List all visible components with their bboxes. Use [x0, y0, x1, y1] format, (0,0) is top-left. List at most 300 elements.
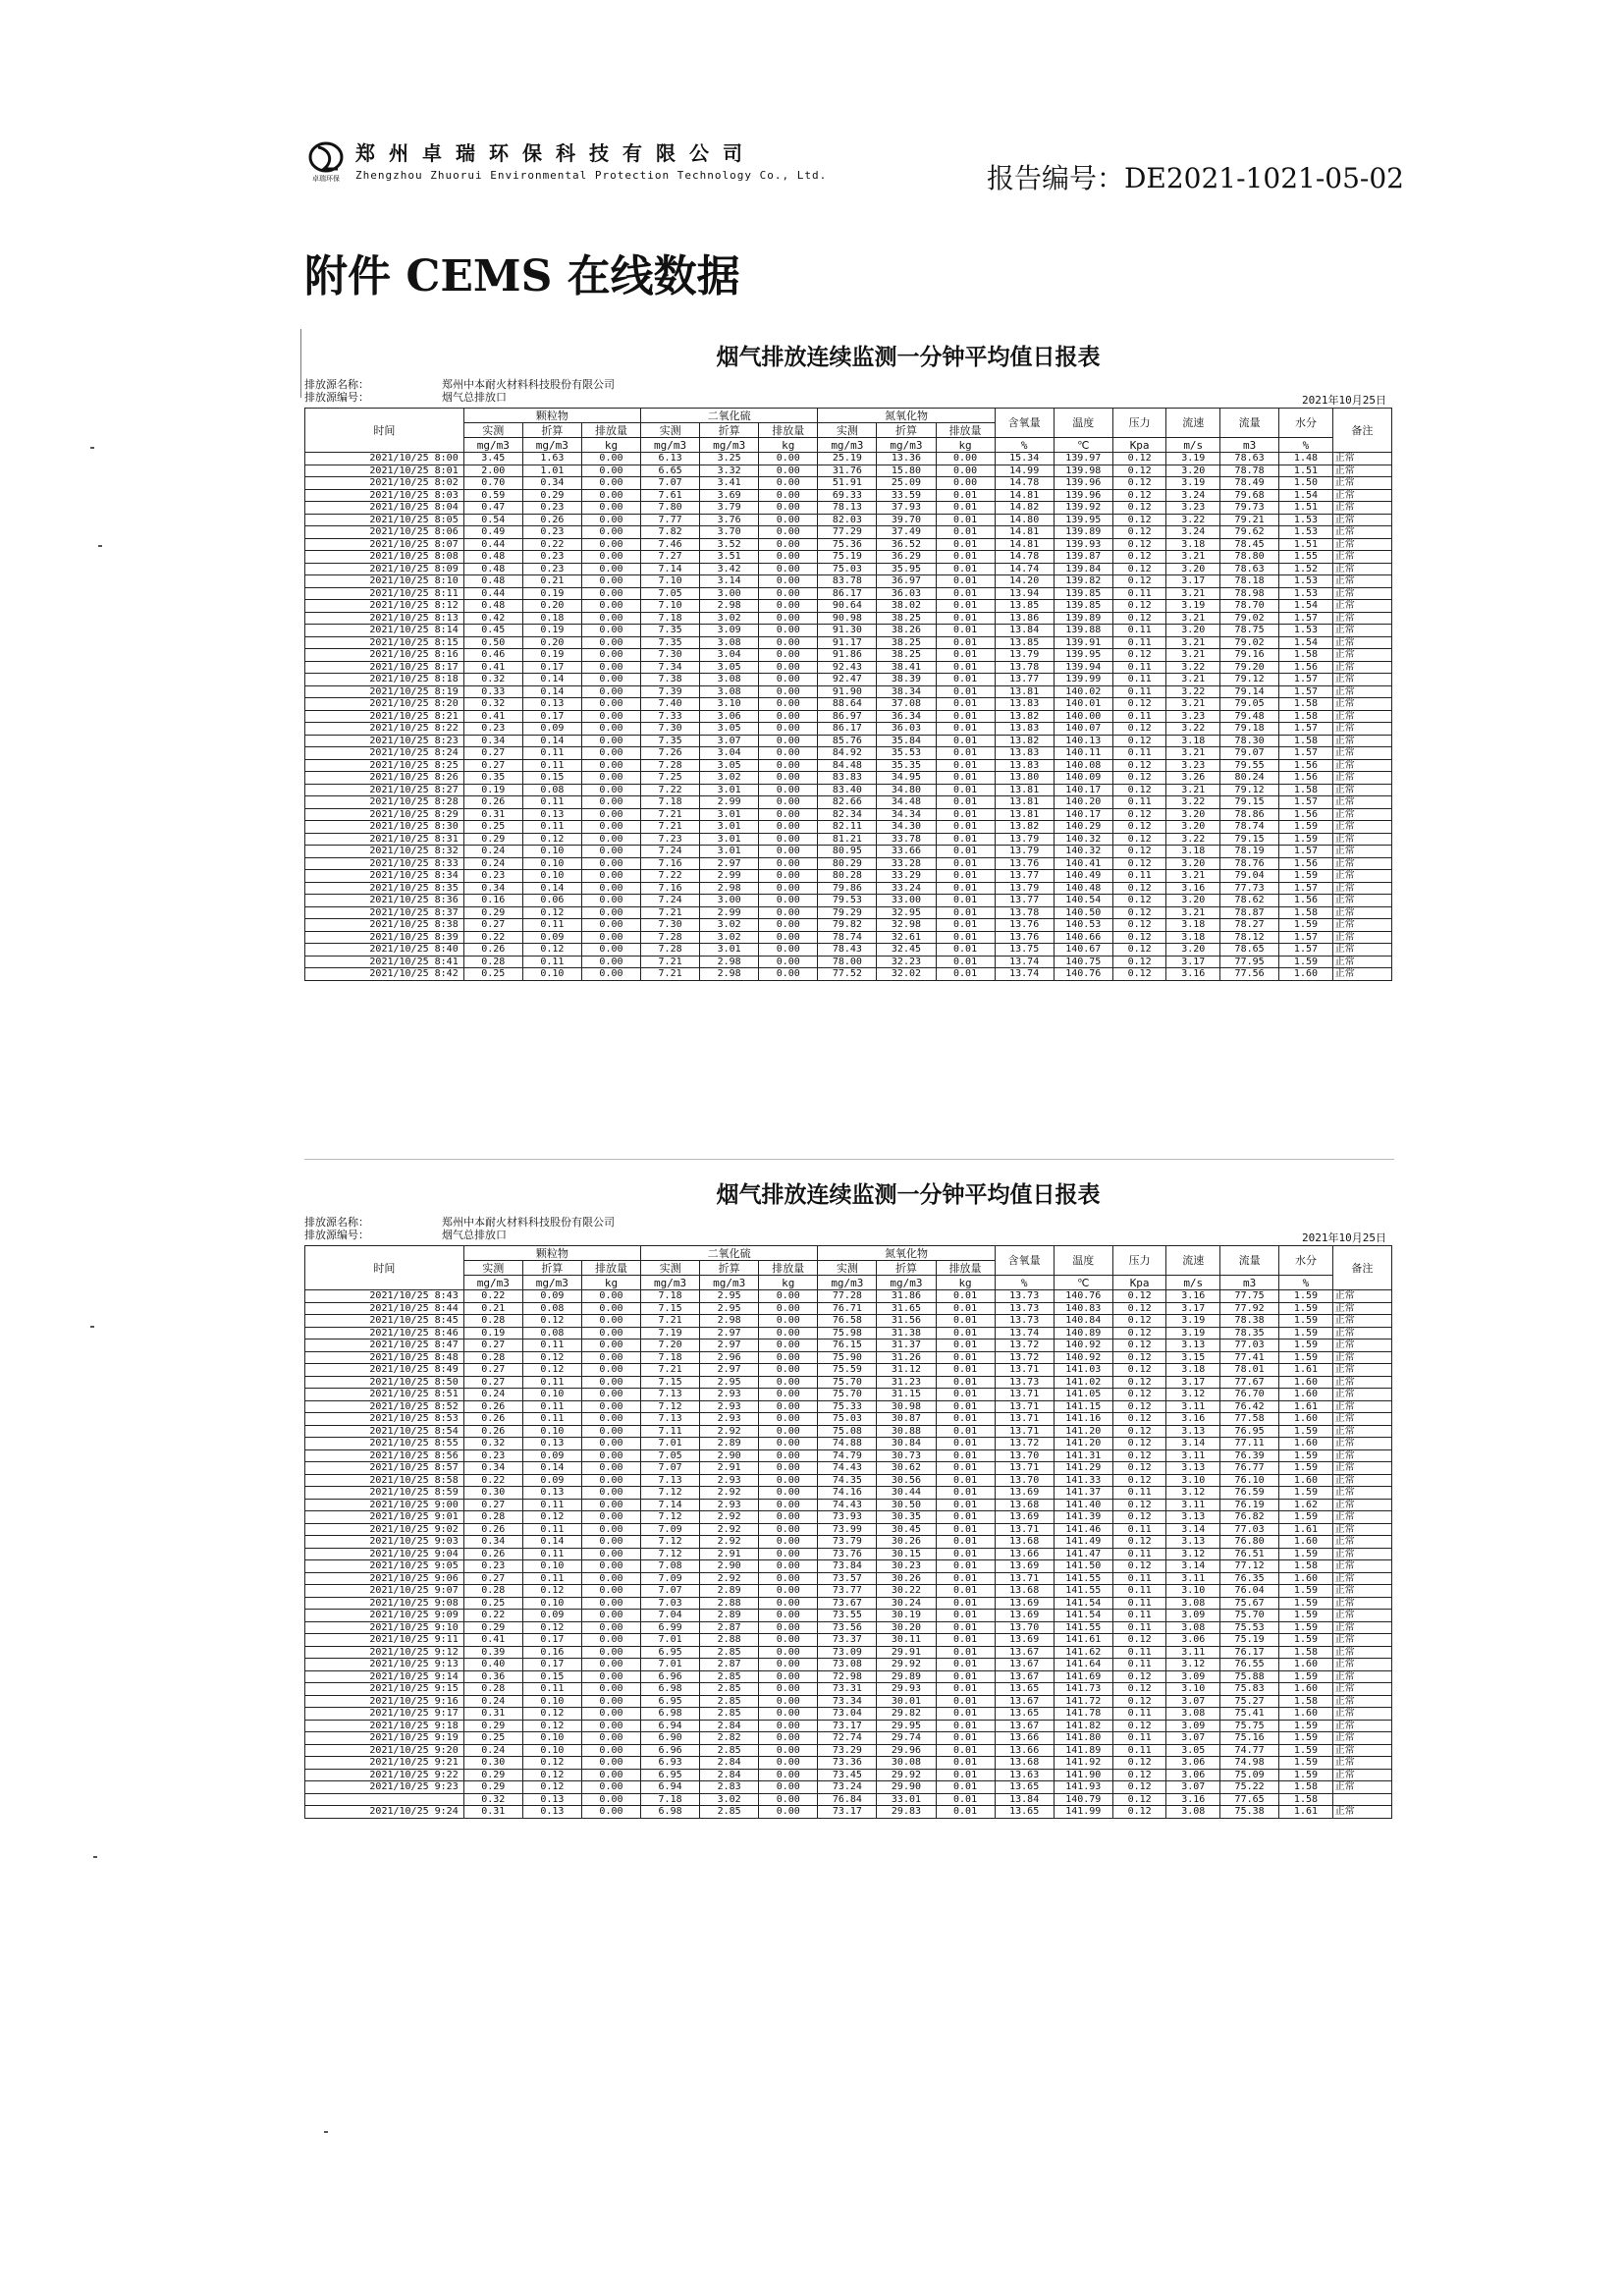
time-cell: 2021/10/25 9:00	[305, 1499, 464, 1511]
value-cell: 3.22	[1166, 514, 1220, 526]
value-cell: 1.58	[1279, 1646, 1333, 1659]
value-cell: 7.05	[641, 1449, 700, 1462]
value-cell: 1.51	[1279, 538, 1333, 551]
value-cell: 13.82	[995, 710, 1054, 723]
value-cell: 30.84	[877, 1438, 936, 1450]
value-cell: 140.20	[1054, 796, 1112, 809]
value-cell: 36.03	[877, 587, 936, 600]
table-row	[305, 587, 1392, 600]
value-cell: 0.10	[522, 1425, 581, 1438]
value-cell: 0.01	[936, 551, 995, 564]
value-cell: 1.61	[1279, 1806, 1333, 1819]
value-cell: 0.00	[581, 747, 640, 760]
value-cell: 3.18	[1166, 1364, 1220, 1377]
value-cell: 90.64	[818, 600, 877, 613]
value-cell: 7.15	[641, 1302, 700, 1315]
value-cell: 0.01	[936, 1290, 995, 1303]
value-cell: 1.59	[1279, 1511, 1333, 1524]
value-cell: 78.76	[1220, 857, 1279, 870]
unit-cell: kg	[936, 1276, 995, 1290]
value-cell: 0.34	[463, 1462, 522, 1475]
value-cell: 1.56	[1279, 895, 1333, 907]
value-cell: 7.38	[641, 674, 700, 686]
time-cell: 2021/10/25 8:12	[305, 600, 464, 613]
time-cell: 2021/10/25 8:21	[305, 710, 464, 723]
remark-cell: 正常	[1332, 1708, 1391, 1721]
value-cell: 3.01	[700, 833, 759, 846]
value-cell: 13.85	[995, 636, 1054, 649]
value-cell: 0.00	[581, 587, 640, 600]
time-cell: 2021/10/25 8:49	[305, 1364, 464, 1377]
remark-cell: 正常	[1332, 698, 1391, 711]
value-cell: 141.40	[1054, 1499, 1112, 1511]
value-cell: 79.82	[818, 919, 877, 932]
value-cell: 140.09	[1054, 772, 1112, 785]
value-cell: 79.15	[1220, 796, 1279, 809]
col-measured: 实测	[463, 423, 522, 438]
value-cell: 0.00	[759, 1793, 818, 1806]
time-cell: 2021/10/25 8:09	[305, 563, 464, 575]
value-cell: 1.53	[1279, 526, 1333, 539]
table-row	[305, 1659, 1392, 1671]
value-cell: 13.65	[995, 1781, 1054, 1794]
value-cell: 3.21	[1166, 636, 1220, 649]
value-cell: 139.95	[1054, 649, 1112, 662]
value-cell: 88.64	[818, 698, 877, 711]
value-cell: 0.00	[581, 784, 640, 796]
time-cell: 2021/10/25 8:52	[305, 1400, 464, 1413]
value-cell: 0.28	[463, 956, 522, 968]
value-cell: 1.57	[1279, 846, 1333, 858]
remark-cell: 正常	[1332, 1597, 1391, 1610]
value-cell: 2.89	[700, 1438, 759, 1450]
value-cell: 3.04	[700, 747, 759, 760]
value-cell: 0.01	[936, 1339, 995, 1352]
value-cell: 0.11	[1112, 1487, 1166, 1500]
value-cell: 76.04	[1220, 1585, 1279, 1598]
value-cell: 74.43	[818, 1462, 877, 1475]
time-cell: 2021/10/25 8:24	[305, 747, 464, 760]
value-cell: 0.11	[522, 1400, 581, 1413]
value-cell: 7.13	[641, 1389, 700, 1401]
value-cell: 1.57	[1279, 674, 1333, 686]
value-cell: 0.13	[522, 698, 581, 711]
value-cell: 139.92	[1054, 502, 1112, 515]
value-cell: 0.00	[759, 1720, 818, 1732]
value-cell: 141.55	[1054, 1585, 1112, 1598]
value-cell: 78.70	[1220, 600, 1279, 613]
value-cell: 3.12	[1166, 1659, 1220, 1671]
value-cell: 31.65	[877, 1302, 936, 1315]
time-cell: 2021/10/25 8:46	[305, 1327, 464, 1339]
value-cell: 0.27	[463, 1364, 522, 1377]
value-cell: 0.23	[463, 1449, 522, 1462]
unit-cell: m3	[1220, 1276, 1279, 1290]
value-cell: 0.23	[463, 870, 522, 883]
value-cell: 0.00	[759, 1597, 818, 1610]
value-cell: 78.00	[818, 956, 877, 968]
value-cell: 13.71	[995, 1400, 1054, 1413]
unit-cell: mg/m3	[641, 1276, 700, 1290]
value-cell: 0.11	[1112, 587, 1166, 600]
unit-cell: Kpa	[1112, 1276, 1166, 1290]
col-measured: 实测	[641, 423, 700, 438]
value-cell: 3.14	[700, 575, 759, 588]
value-cell: 0.01	[936, 1487, 995, 1500]
value-cell: 0.19	[522, 587, 581, 600]
remark-cell: 正常	[1332, 1548, 1391, 1560]
value-cell: 13.68	[995, 1536, 1054, 1549]
time-cell: 2021/10/25 9:19	[305, 1732, 464, 1745]
value-cell: 3.21	[1166, 649, 1220, 662]
value-cell: 79.02	[1220, 612, 1279, 625]
value-cell: 0.00	[581, 1610, 640, 1622]
table-row	[305, 1744, 1392, 1757]
value-cell: 141.80	[1054, 1732, 1112, 1745]
value-cell: 0.11	[1112, 1646, 1166, 1659]
value-cell: 0.29	[463, 1720, 522, 1732]
value-cell: 1.60	[1279, 1536, 1333, 1549]
value-cell: 0.01	[936, 1793, 995, 1806]
value-cell: 140.32	[1054, 833, 1112, 846]
value-cell: 2.00	[463, 465, 522, 477]
value-cell: 0.11	[522, 1572, 581, 1585]
table-row	[305, 1757, 1392, 1770]
value-cell: 3.21	[1166, 612, 1220, 625]
value-cell: 0.12	[1112, 698, 1166, 711]
remark-cell: 正常	[1332, 1351, 1391, 1364]
value-cell: 0.11	[522, 1548, 581, 1560]
value-cell: 0.00	[759, 968, 818, 981]
value-cell: 3.21	[1166, 784, 1220, 796]
value-cell: 30.11	[877, 1634, 936, 1647]
remark-cell: 正常	[1332, 710, 1391, 723]
value-cell: 3.04	[700, 649, 759, 662]
value-cell: 141.78	[1054, 1708, 1112, 1721]
value-cell: 2.98	[700, 600, 759, 613]
value-cell: 3.21	[1166, 587, 1220, 600]
value-cell: 1.51	[1279, 465, 1333, 477]
value-cell: 0.12	[1112, 1806, 1166, 1819]
value-cell: 0.01	[936, 870, 995, 883]
value-cell: 0.32	[463, 1438, 522, 1450]
value-cell: 33.66	[877, 846, 936, 858]
table-row	[305, 759, 1392, 772]
table-row	[305, 882, 1392, 895]
value-cell: 140.54	[1054, 895, 1112, 907]
value-cell: 0.00	[759, 759, 818, 772]
table-row	[305, 846, 1392, 858]
table-row	[305, 612, 1392, 625]
value-cell: 0.00	[759, 1757, 818, 1770]
unit-cell: mg/m3	[877, 1276, 936, 1290]
value-cell: 0.14	[522, 674, 581, 686]
value-cell: 3.07	[1166, 1732, 1220, 1745]
value-cell: 0.12	[1112, 514, 1166, 526]
value-cell: 0.00	[581, 526, 640, 539]
value-cell: 0.09	[522, 931, 581, 944]
value-cell: 31.26	[877, 1351, 936, 1364]
value-cell: 0.11	[1112, 710, 1166, 723]
value-cell: 13.79	[995, 882, 1054, 895]
value-cell: 29.92	[877, 1659, 936, 1671]
value-cell: 0.01	[936, 1757, 995, 1770]
time-cell: 2021/10/25 9:11	[305, 1634, 464, 1647]
value-cell: 0.12	[522, 1769, 581, 1781]
value-cell: 139.88	[1054, 625, 1112, 637]
value-cell: 0.12	[1112, 931, 1166, 944]
value-cell: 2.98	[700, 956, 759, 968]
value-cell: 7.01	[641, 1438, 700, 1450]
value-cell: 0.12	[522, 833, 581, 846]
time-cell: 2021/10/25 9:17	[305, 1708, 464, 1721]
value-cell: 3.00	[700, 587, 759, 600]
table-row	[305, 944, 1392, 957]
value-cell: 30.87	[877, 1413, 936, 1426]
value-cell: 13.72	[995, 1438, 1054, 1450]
table-row	[305, 1376, 1392, 1389]
value-cell: 1.59	[1279, 919, 1333, 932]
col-converted: 折算	[700, 1261, 759, 1276]
value-cell: 3.15	[1166, 1351, 1220, 1364]
value-cell: 7.15	[641, 1376, 700, 1389]
value-cell: 29.74	[877, 1732, 936, 1745]
value-cell: 0.12	[522, 1708, 581, 1721]
value-cell: 0.00	[581, 1670, 640, 1683]
value-cell: 7.22	[641, 870, 700, 883]
value-cell: 0.01	[936, 1781, 995, 1794]
remark-cell: 正常	[1332, 857, 1391, 870]
value-cell: 7.18	[641, 1351, 700, 1364]
value-cell: 0.11	[522, 796, 581, 809]
value-cell: 141.55	[1054, 1621, 1112, 1634]
value-cell: 0.12	[1112, 477, 1166, 490]
value-cell: 0.12	[1112, 1389, 1166, 1401]
report-date: 2021年10月25日	[1302, 394, 1386, 407]
table-row	[305, 919, 1392, 932]
value-cell: 3.13	[1166, 1536, 1220, 1549]
value-cell: 3.51	[700, 551, 759, 564]
value-cell: 0.01	[936, 808, 995, 821]
time-cell: 2021/10/25 9:03	[305, 1536, 464, 1549]
value-cell: 0.12	[1112, 906, 1166, 919]
value-cell: 0.23	[463, 1560, 522, 1573]
value-cell: 0.00	[759, 772, 818, 785]
value-cell: 7.13	[641, 1474, 700, 1487]
value-cell: 0.00	[581, 1487, 640, 1500]
value-cell: 0.14	[522, 685, 581, 698]
value-cell: 0.26	[463, 1548, 522, 1560]
value-cell: 0.01	[936, 1634, 995, 1647]
value-cell: 140.84	[1054, 1315, 1112, 1328]
value-cell: 82.34	[818, 808, 877, 821]
value-cell: 29.92	[877, 1769, 936, 1781]
value-cell: 0.09	[522, 1610, 581, 1622]
value-cell: 0.00	[581, 931, 640, 944]
value-cell: 0.01	[936, 1413, 995, 1426]
value-cell: 0.00	[759, 563, 818, 575]
value-cell: 0.00	[759, 1400, 818, 1413]
value-cell: 14.80	[995, 514, 1054, 526]
value-cell: 0.00	[581, 895, 640, 907]
table-row	[305, 895, 1392, 907]
table-row	[305, 698, 1392, 711]
value-cell: 0.12	[1112, 723, 1166, 736]
report-section-2	[304, 1176, 1394, 1819]
report-date: 2021年10月25日	[1302, 1231, 1386, 1244]
value-cell: 0.00	[581, 833, 640, 846]
time-cell: 2021/10/25 9:13	[305, 1659, 464, 1671]
value-cell: 0.01	[936, 1670, 995, 1683]
header-row-groups	[305, 409, 1392, 423]
value-cell: 0.00	[581, 551, 640, 564]
value-cell: 75.83	[1220, 1683, 1279, 1696]
value-cell: 0.12	[1112, 1695, 1166, 1708]
col-so2: 二氧化硫	[641, 409, 818, 423]
time-cell: 2021/10/25 8:45	[305, 1315, 464, 1328]
remark-cell: 正常	[1332, 636, 1391, 649]
value-cell: 0.12	[1112, 502, 1166, 515]
time-cell: 2021/10/25 8:06	[305, 526, 464, 539]
value-cell: 13.73	[995, 1290, 1054, 1303]
value-cell: 75.03	[818, 563, 877, 575]
value-cell: 1.60	[1279, 1438, 1333, 1450]
value-cell: 75.36	[818, 538, 877, 551]
value-cell: 3.16	[1166, 882, 1220, 895]
value-cell: 3.42	[700, 563, 759, 575]
value-cell: 0.09	[522, 1290, 581, 1303]
value-cell: 0.12	[1112, 551, 1166, 564]
value-cell: 32.02	[877, 968, 936, 981]
value-cell: 35.84	[877, 735, 936, 747]
value-cell: 139.97	[1054, 453, 1112, 465]
remark-cell: 正常	[1332, 735, 1391, 747]
value-cell: 3.11	[1166, 1400, 1220, 1413]
value-cell: 7.03	[641, 1597, 700, 1610]
value-cell: 75.75	[1220, 1720, 1279, 1732]
value-cell: 7.35	[641, 636, 700, 649]
table-row	[305, 857, 1392, 870]
value-cell: 0.00	[581, 1523, 640, 1536]
value-cell: 0.00	[759, 1499, 818, 1511]
value-cell: 0.00	[759, 796, 818, 809]
value-cell: 0.27	[463, 747, 522, 760]
value-cell: 0.50	[463, 636, 522, 649]
time-cell: 2021/10/25 9:05	[305, 1560, 464, 1573]
value-cell: 76.70	[1220, 1389, 1279, 1401]
remark-cell: 正常	[1332, 1695, 1391, 1708]
remark-cell: 正常	[1332, 1610, 1391, 1622]
value-cell: 13.69	[995, 1511, 1054, 1524]
time-cell: 2021/10/25 9:06	[305, 1572, 464, 1585]
value-cell: 0.12	[1112, 808, 1166, 821]
value-cell: 34.95	[877, 772, 936, 785]
value-cell: 0.00	[581, 502, 640, 515]
value-cell: 0.01	[936, 944, 995, 957]
value-cell: 7.27	[641, 551, 700, 564]
value-cell: 0.12	[522, 1315, 581, 1328]
value-cell: 78.45	[1220, 538, 1279, 551]
value-cell: 2.97	[700, 1339, 759, 1352]
value-cell: 7.21	[641, 1315, 700, 1328]
value-cell: 0.14	[522, 1536, 581, 1549]
value-cell: 0.00	[581, 1413, 640, 1426]
value-cell: 0.20	[522, 636, 581, 649]
value-cell: 139.85	[1054, 600, 1112, 613]
value-cell: 0.00	[581, 1511, 640, 1524]
value-cell: 77.52	[818, 968, 877, 981]
value-cell: 0.00	[759, 1621, 818, 1634]
remark-cell: 正常	[1332, 587, 1391, 600]
unit-cell: kg	[581, 438, 640, 453]
value-cell: 90.98	[818, 612, 877, 625]
value-cell: 140.00	[1054, 710, 1112, 723]
value-cell: 76.71	[818, 1302, 877, 1315]
value-cell: 2.95	[700, 1290, 759, 1303]
value-cell: 139.84	[1054, 563, 1112, 575]
time-cell: 2021/10/25 9:10	[305, 1621, 464, 1634]
value-cell: 0.12	[1112, 1683, 1166, 1696]
value-cell: 7.21	[641, 906, 700, 919]
value-cell: 0.00	[581, 1438, 640, 1450]
value-cell: 3.18	[1166, 846, 1220, 858]
value-cell: 141.47	[1054, 1548, 1112, 1560]
value-cell: 0.00	[581, 1339, 640, 1352]
value-cell: 73.56	[818, 1621, 877, 1634]
source-code-value: 烟气总排放口	[442, 391, 507, 404]
value-cell: 37.93	[877, 502, 936, 515]
table-row	[305, 1585, 1392, 1598]
value-cell: 0.01	[936, 1548, 995, 1560]
value-cell: 0.01	[936, 1683, 995, 1696]
table-row	[305, 551, 1392, 564]
value-cell: 3.20	[1166, 465, 1220, 477]
value-cell: 7.12	[641, 1487, 700, 1500]
value-cell: 2.88	[700, 1597, 759, 1610]
value-cell: 34.48	[877, 796, 936, 809]
value-cell: 79.86	[818, 882, 877, 895]
value-cell: 2.91	[700, 1462, 759, 1475]
table-row	[305, 747, 1392, 760]
value-cell: 0.00	[581, 1364, 640, 1377]
value-cell: 0.00	[759, 1413, 818, 1426]
value-cell: 7.12	[641, 1400, 700, 1413]
value-cell: 0.00	[759, 526, 818, 539]
value-cell: 6.96	[641, 1744, 700, 1757]
value-cell: 0.00	[759, 453, 818, 465]
time-cell: 2021/10/25 8:34	[305, 870, 464, 883]
value-cell: 1.62	[1279, 1499, 1333, 1511]
value-cell: 3.16	[1166, 1290, 1220, 1303]
value-cell: 73.08	[818, 1659, 877, 1671]
value-cell: 13.78	[995, 906, 1054, 919]
value-cell: 0.00	[759, 575, 818, 588]
value-cell: 36.29	[877, 551, 936, 564]
time-cell: 2021/10/25 9:16	[305, 1695, 464, 1708]
value-cell: 2.97	[700, 857, 759, 870]
value-cell: 1.59	[1279, 821, 1333, 834]
remark-cell: 正常	[1332, 674, 1391, 686]
value-cell: 1.56	[1279, 759, 1333, 772]
value-cell: 77.29	[818, 526, 877, 539]
value-cell: 3.20	[1166, 625, 1220, 637]
value-cell: 30.20	[877, 1621, 936, 1634]
value-cell: 3.12	[1166, 1389, 1220, 1401]
value-cell: 0.28	[463, 1585, 522, 1598]
value-cell: 3.09	[1166, 1670, 1220, 1683]
col-nox: 氮氧化物	[818, 409, 995, 423]
value-cell: 141.64	[1054, 1659, 1112, 1671]
